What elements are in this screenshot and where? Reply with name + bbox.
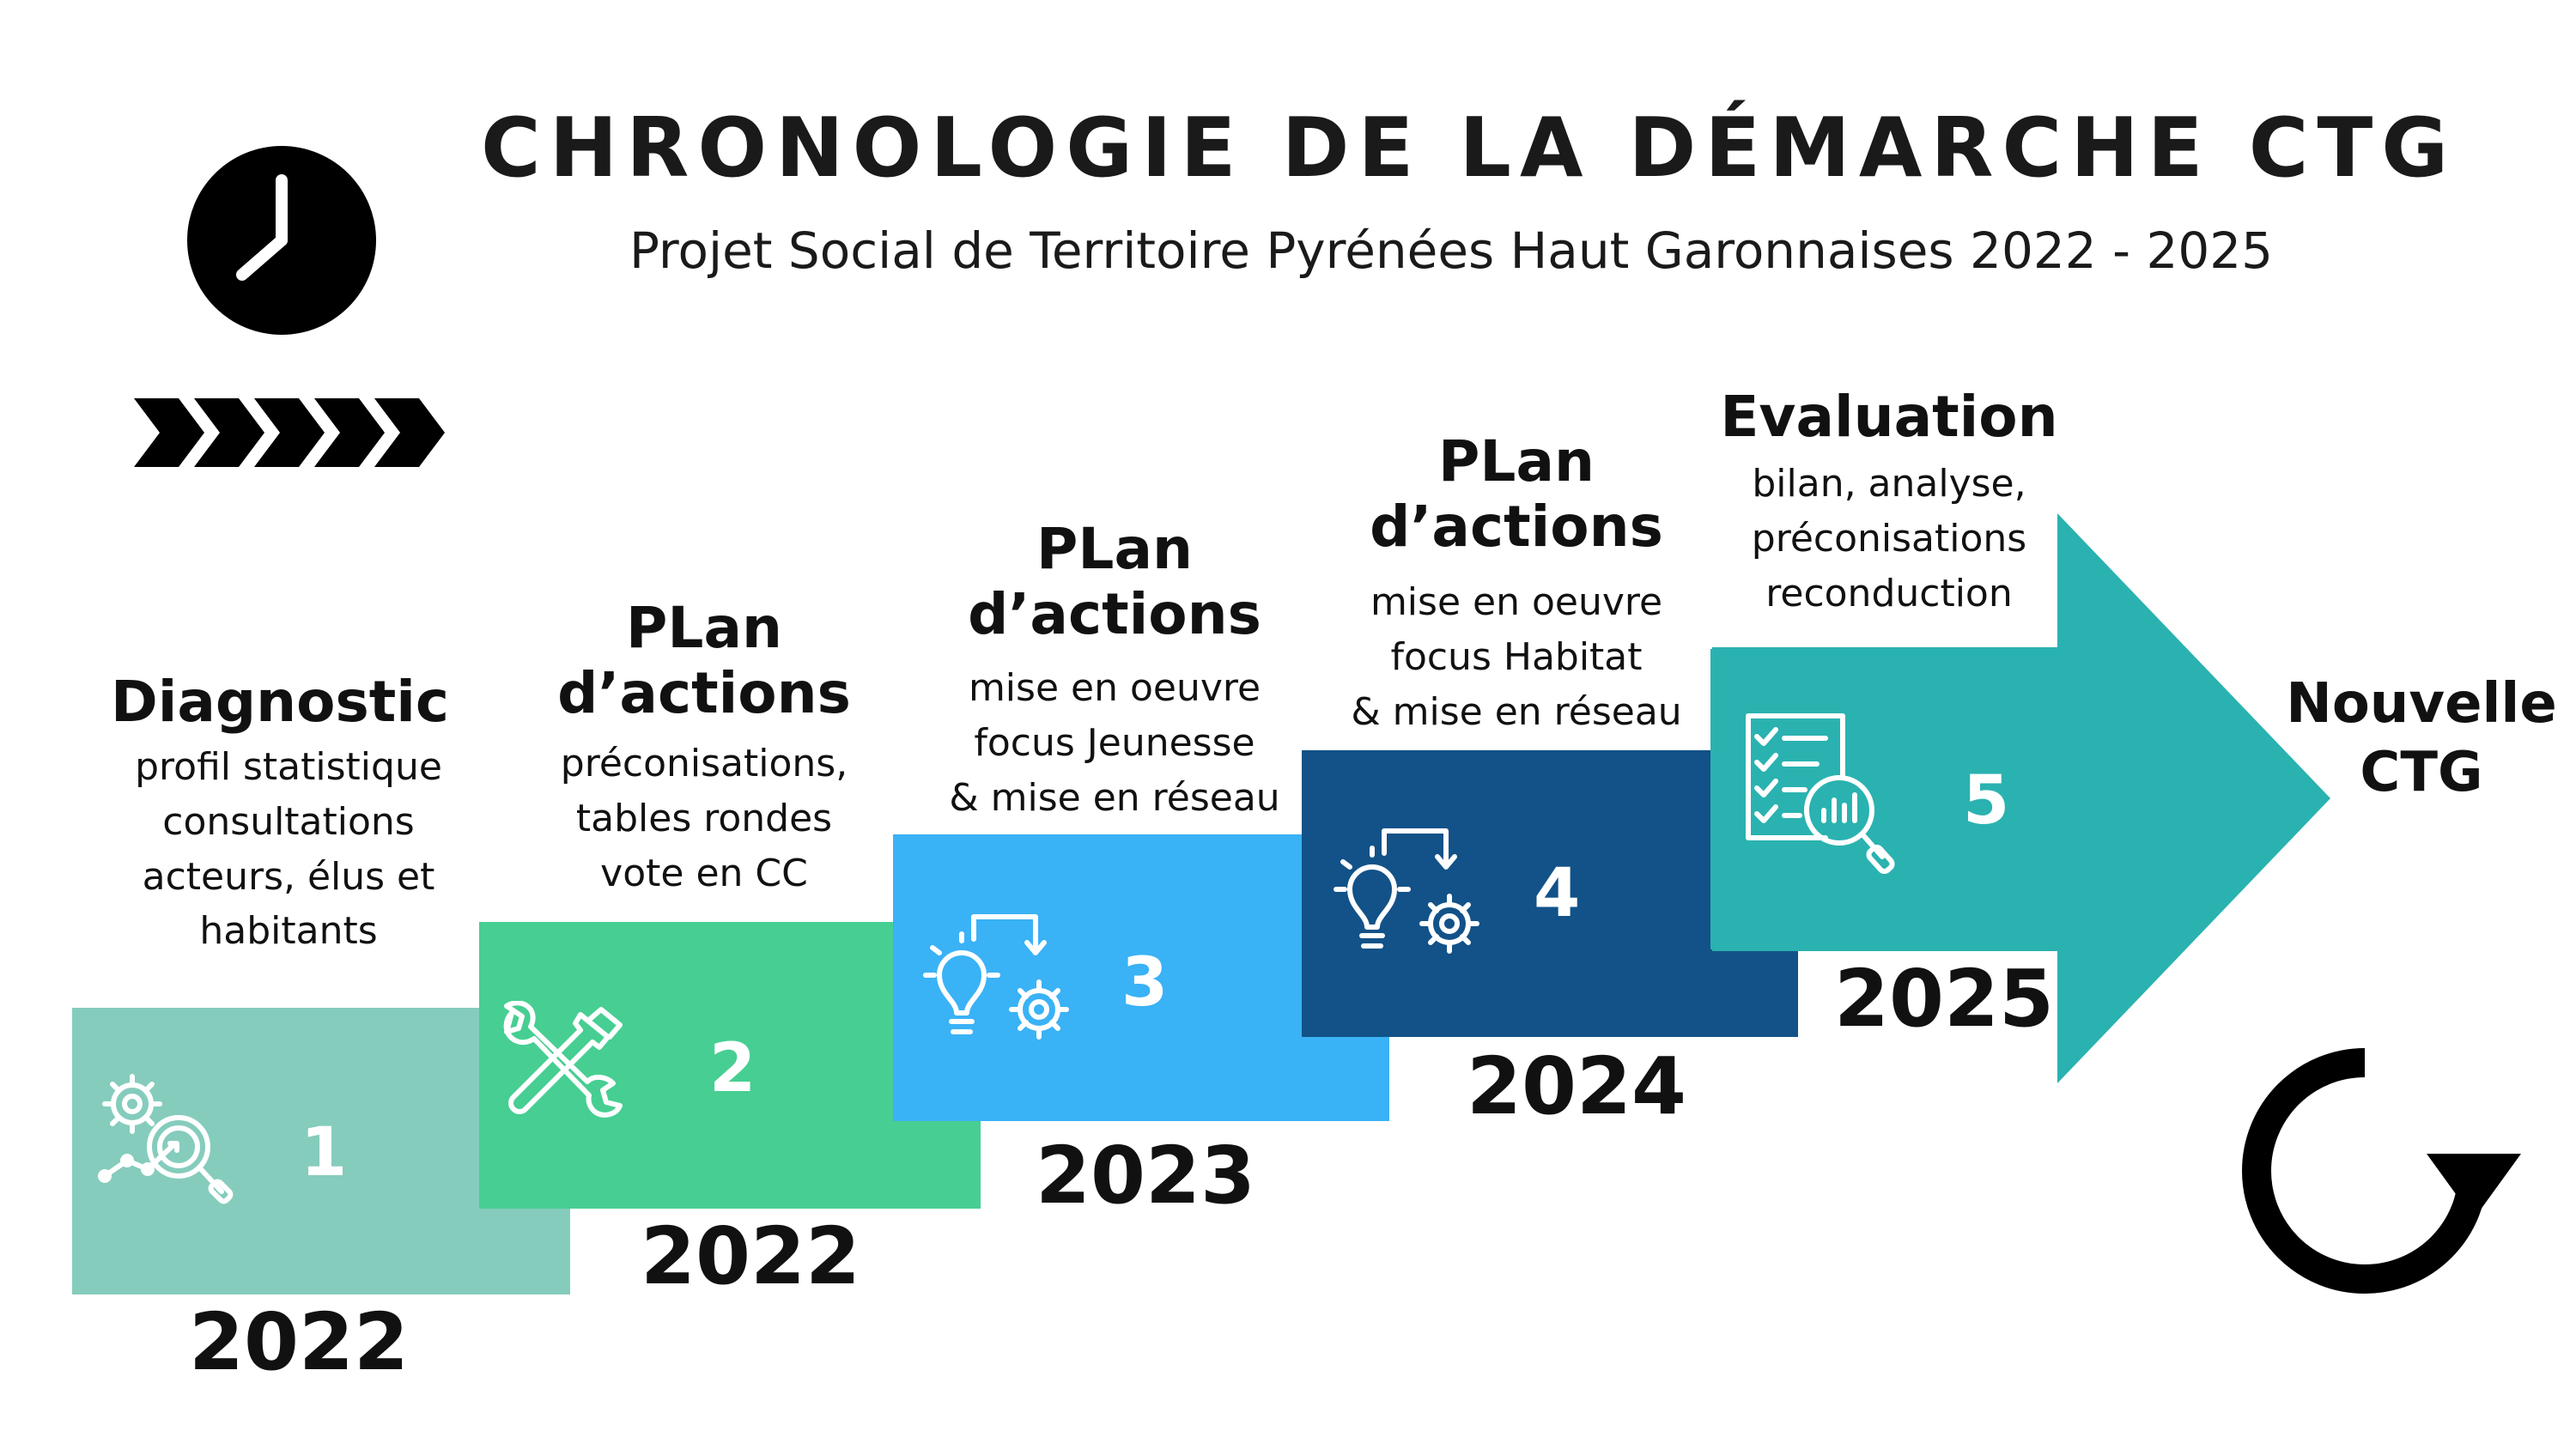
gear-magnifier-icon bbox=[93, 1064, 239, 1210]
step2-number: 2 bbox=[709, 1030, 756, 1107]
circular-arrow-icon bbox=[2224, 1025, 2533, 1317]
step3-title bbox=[926, 517, 1303, 647]
page-title: CHRONOLOGIE DE LA DÉMARCHE CTG bbox=[481, 101, 2458, 196]
step1-line: profil statistique bbox=[135, 745, 442, 789]
step3-year: 2023 bbox=[1035, 1130, 1256, 1222]
step4-description bbox=[1310, 575, 1722, 739]
step1-line: consultations bbox=[162, 799, 415, 844]
page-subtitle: Projet Social de Territoire Pyrénées Haut Garonnaises 2022 - 2025 bbox=[629, 221, 2274, 280]
step1-line: acteurs, élus et bbox=[142, 854, 435, 899]
step2-year: 2022 bbox=[640, 1210, 861, 1302]
step3-line: mise en oeuvre bbox=[968, 666, 1261, 710]
step2-line: tables rondes bbox=[575, 796, 833, 840]
step5-line: préconisations bbox=[1751, 516, 2027, 561]
tools-icon bbox=[495, 1001, 629, 1135]
step4-year: 2024 bbox=[1466, 1040, 1687, 1132]
final-label-line2: CTG bbox=[2360, 741, 2483, 804]
step4-title-line1: PLan bbox=[1438, 428, 1595, 494]
step2-title-line2: d’actions bbox=[557, 659, 851, 726]
step3-title-line2: d’actions bbox=[968, 580, 1261, 647]
step1-number: 1 bbox=[301, 1114, 348, 1191]
step5-year: 2025 bbox=[1833, 953, 2055, 1045]
step5-line: reconduction bbox=[1765, 571, 2013, 615]
step1-description bbox=[82, 740, 495, 959]
step1-line: habitants bbox=[199, 909, 378, 954]
step4-line: focus Habitat bbox=[1390, 634, 1643, 679]
chevrons-right-icon bbox=[134, 398, 445, 467]
step3-description bbox=[908, 661, 1321, 825]
step2-line: vote en CC bbox=[600, 851, 808, 895]
step2-title-line1: PLan bbox=[626, 595, 782, 661]
step4-title bbox=[1327, 429, 1705, 560]
step2-line: préconisations, bbox=[560, 742, 848, 785]
step5-line: bilan, analyse, bbox=[1752, 462, 2026, 506]
step4-line: mise en oeuvre bbox=[1370, 580, 1663, 624]
step5-number: 5 bbox=[1963, 762, 2010, 840]
step3-line: & mise en réseau bbox=[949, 775, 1280, 820]
step5-description bbox=[1692, 457, 2087, 621]
step1-year: 2022 bbox=[188, 1296, 410, 1388]
step2-title bbox=[515, 596, 893, 726]
step3-number: 3 bbox=[1121, 944, 1169, 1022]
bulb-gear-icon bbox=[1329, 824, 1492, 961]
step4-title-line2: d’actions bbox=[1370, 493, 1663, 560]
checklist-analysis-icon bbox=[1740, 709, 1903, 881]
step4-number: 4 bbox=[1534, 855, 1581, 932]
step2-description bbox=[507, 737, 902, 900]
step4-line: & mise en réseau bbox=[1351, 689, 1682, 734]
clock-icon bbox=[185, 144, 378, 336]
step3-title-line1: PLan bbox=[1036, 516, 1193, 582]
step5-title: Evaluation bbox=[1720, 384, 2058, 450]
bulb-gear-icon bbox=[919, 910, 1082, 1047]
step3-line: focus Jeunesse bbox=[974, 720, 1255, 765]
final-label bbox=[2267, 670, 2576, 807]
step1-title: Diagnostic bbox=[110, 669, 450, 735]
final-label-line1: Nouvelle bbox=[2286, 672, 2557, 736]
